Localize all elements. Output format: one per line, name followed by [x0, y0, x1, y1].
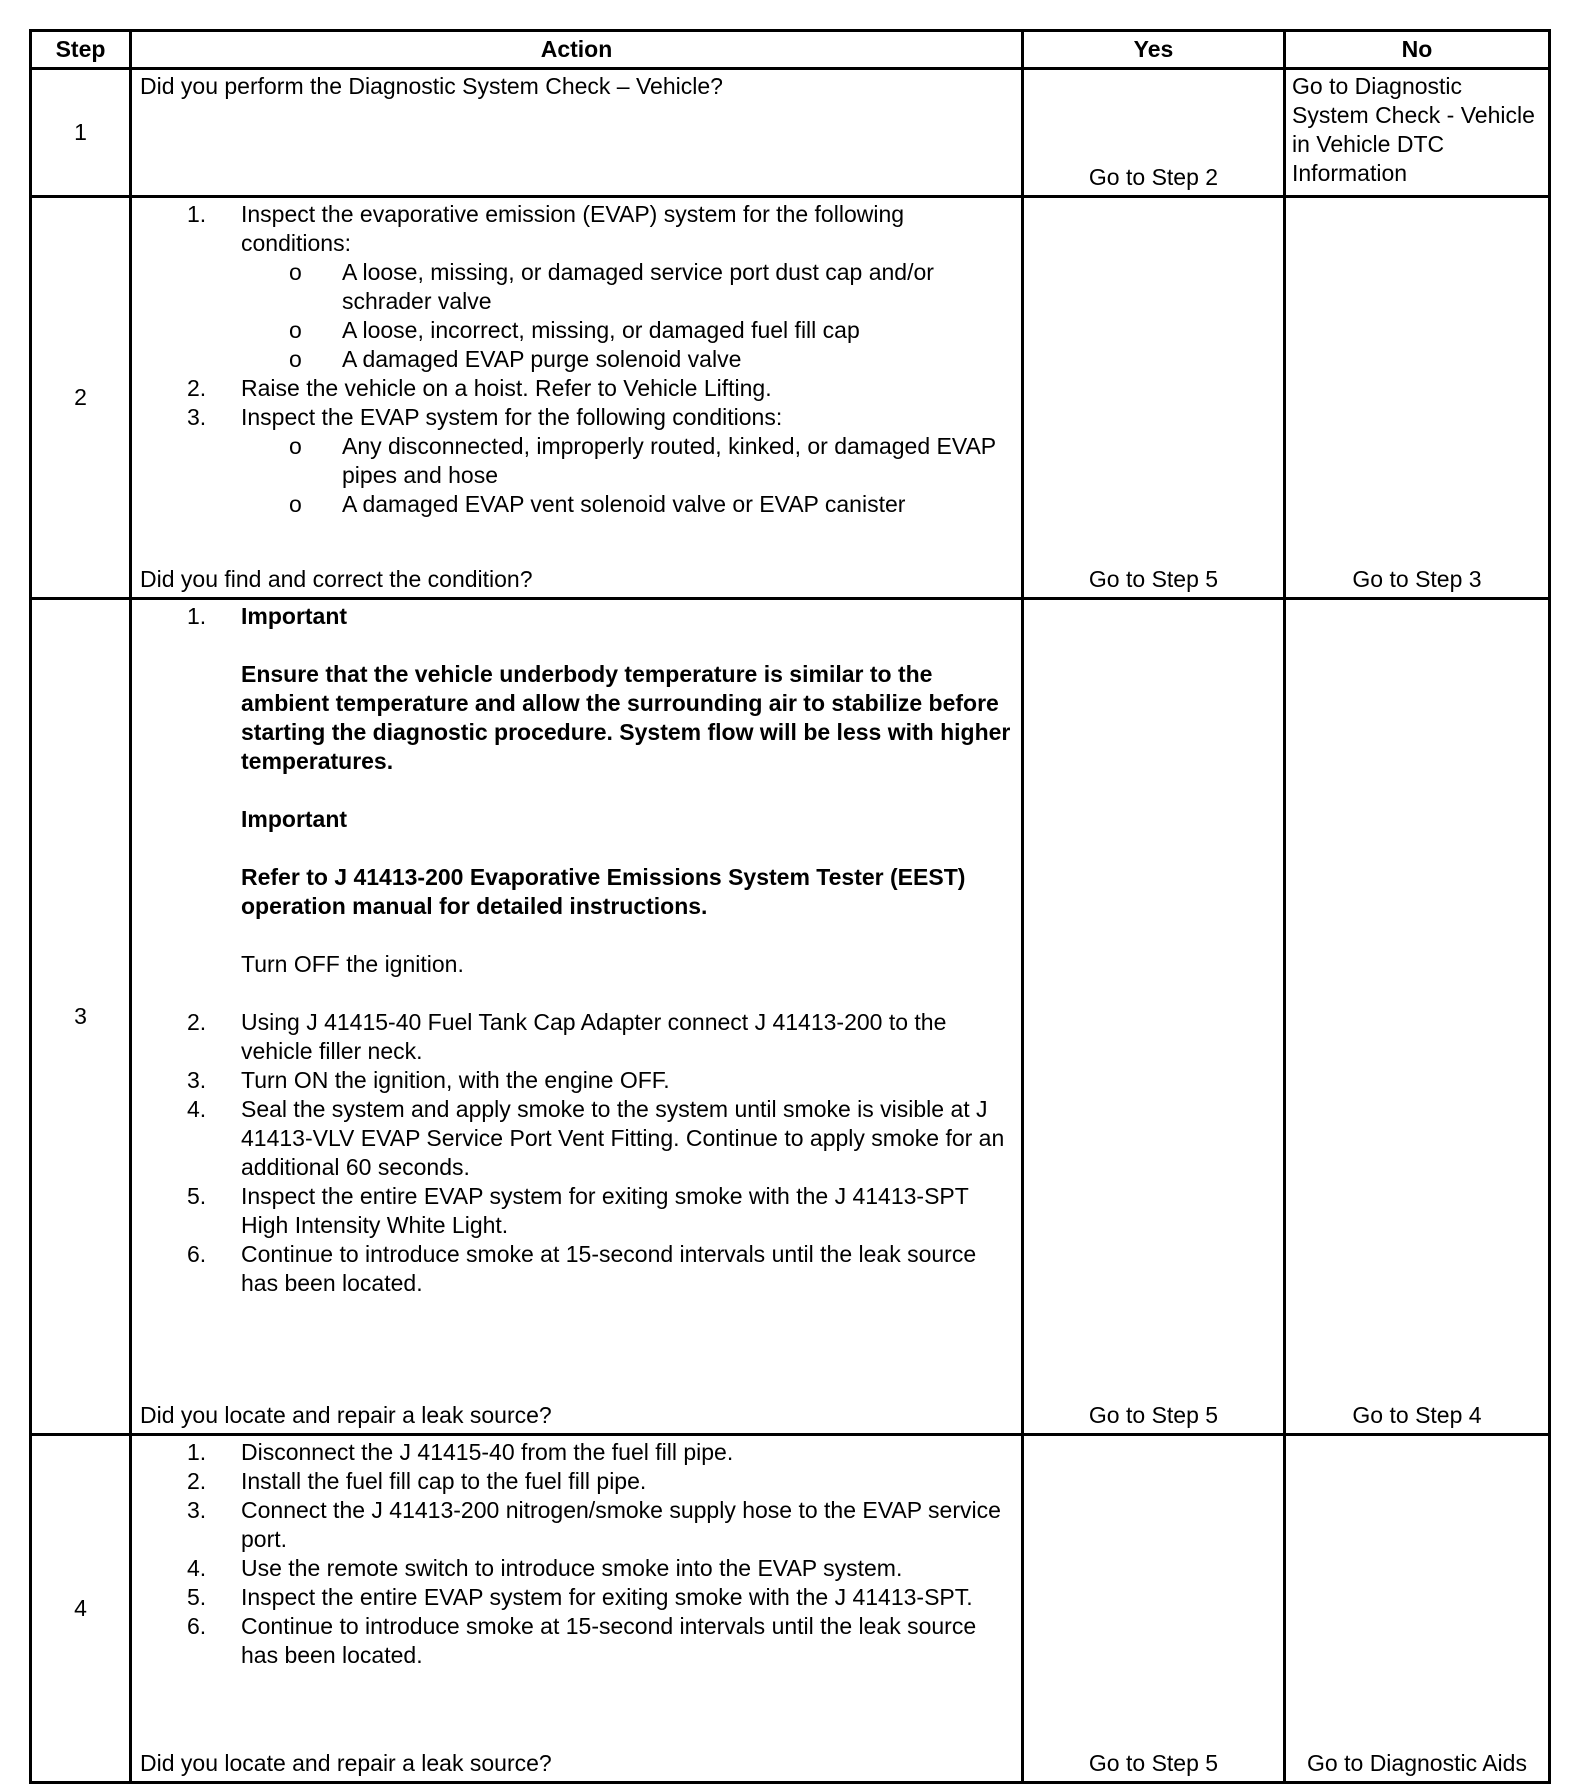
no-link[interactable]: Go to Diagnostic Aids [1307, 1750, 1527, 1776]
sub-list-item: o Any disconnected, improperly routed, kinked, or damaged EVAP pipes and hose [241, 432, 1013, 490]
question-text: Did you locate and repair a leak source? [140, 1750, 552, 1776]
list-item: 1. Important Ensure that the vehicle underbody temperature is similar to the ambient temperature and allow the surrounding air to stabilize before starting the diagnostic procedure. System flow will be less with higher temperatures. Important Refer to J 41413-200 Evaporative Emissions System Tester (EEST) operation manual for detailed instructions. Turn OFF the ignition. [140, 602, 1013, 1008]
important-note: Ensure that the vehicle underbody temperature is similar to the ambient temperature and allow the surrounding air to stabilize before starting the diagnostic procedure. System flow will be less with higher temperatures. [241, 661, 1011, 774]
important-label: Important [241, 806, 348, 832]
list-item: 3. Connect the J 41413-200 nitrogen/smoke supply hose to the EVAP service port. [187, 1497, 1001, 1552]
action-cell [131, 197, 1023, 599]
no-cell [1285, 197, 1550, 599]
action-cell [131, 1435, 1023, 1783]
header-no: No [1285, 31, 1550, 69]
no-link[interactable]: Go to Step 4 [1352, 1402, 1482, 1428]
step-number: 1 [31, 69, 131, 197]
header-yes: Yes [1023, 31, 1285, 69]
question-text: Did you find and correct the condition? [140, 566, 533, 592]
instruction-text: Turn OFF the ignition. [241, 951, 464, 977]
list-item: 1. Disconnect the J 41415-40 from the fuel fill pipe. [187, 1439, 734, 1465]
step-list [140, 602, 1013, 1298]
step-number: 3 [31, 599, 131, 1435]
yes-link[interactable]: Go to Step 2 [1088, 164, 1219, 190]
list-item: 4. Use the remote switch to introduce smoke into the EVAP system. [187, 1555, 903, 1581]
header-step: Step [31, 31, 131, 69]
sub-list [241, 258, 1013, 374]
question-text: Did you perform the Diagnostic System Check – Vehicle? [140, 73, 723, 99]
sub-list-item: o A loose, missing, or damaged service port dust cap and/or schrader valve [241, 258, 1013, 316]
important-label: Important [241, 603, 348, 629]
list-item: 6. Continue to introduce smoke at 15-second intervals until the leak source has been located. [187, 1613, 977, 1668]
table-row [31, 1435, 1550, 1783]
list-item: 6. Continue to introduce smoke at 15-second intervals until the leak source has been located. [187, 1241, 977, 1296]
yes-cell [1023, 1435, 1285, 1783]
step-number: 4 [31, 1435, 131, 1783]
yes-cell [1023, 197, 1285, 599]
step-number: 2 [31, 197, 131, 599]
yes-link[interactable]: Go to Step 5 [1088, 566, 1219, 592]
header-action: Action [131, 31, 1023, 69]
yes-link[interactable]: Go to Step 5 [1088, 1402, 1219, 1428]
question-text: Did you locate and repair a leak source? [140, 1402, 552, 1428]
step-list [140, 200, 1013, 519]
diagnostic-table [29, 29, 1551, 1784]
no-link[interactable]: Go to Diagnostic System Check - Vehicle in Vehicle DTC Information [1292, 73, 1535, 186]
yes-cell [1023, 599, 1285, 1435]
important-note: Refer to J 41413-200 Evaporative Emissions System Tester (EEST) operation manual for detailed instructions. [241, 864, 966, 919]
list-item: 2. Install the fuel fill cap to the fuel fill pipe. [187, 1468, 647, 1494]
list-item: 2. Using J 41415-40 Fuel Tank Cap Adapter connect J 41413-200 to the vehicle filler neck. [187, 1009, 947, 1064]
table-row [31, 599, 1550, 1435]
action-cell [131, 69, 1023, 197]
list-item: 5. Inspect the entire EVAP system for exiting smoke with the J 41413-SPT High Intensity White Light. [187, 1183, 969, 1238]
list-item: 4. Seal the system and apply smoke to the system until smoke is visible at J 41413-VLV EVAP Service Port Vent Fitting. Continue to apply smoke for an additional 60 seconds. [187, 1096, 1005, 1180]
sub-list-item: o A damaged EVAP purge solenoid valve [241, 345, 1013, 374]
yes-link[interactable]: Go to Step 5 [1088, 1750, 1219, 1776]
step-list [140, 1438, 1013, 1670]
header-row [31, 31, 1550, 69]
list-item: 3. Turn ON the ignition, with the engine OFF. [187, 1067, 670, 1093]
sub-list-item: o A loose, incorrect, missing, or damaged fuel fill cap [241, 316, 1013, 345]
yes-cell [1023, 69, 1285, 197]
table-row [31, 69, 1550, 197]
no-cell [1285, 1435, 1550, 1783]
list-item: 1. Inspect the evaporative emission (EVAP) system for the following conditions: o A loose, missing, or damaged service port dust cap and/or schrader valve o A loose, incorrect, missing, or damaged fuel fill cap o A damaged EVAP purge solenoid valve [140, 200, 1013, 374]
table-row [31, 197, 1550, 599]
sub-list-item: o A damaged EVAP vent solenoid valve or EVAP canister [241, 490, 1013, 519]
list-item: 5. Inspect the entire EVAP system for exiting smoke with the J 41413-SPT. [187, 1584, 973, 1610]
no-cell [1285, 599, 1550, 1435]
no-link[interactable]: Go to Step 3 [1352, 566, 1482, 592]
list-item: 3. Inspect the EVAP system for the following conditions: o Any disconnected, improperly routed, kinked, or damaged EVAP pipes and hose o A damaged EVAP vent solenoid valve or EVAP canister [140, 403, 1013, 519]
sub-list [241, 432, 1013, 519]
action-cell [131, 599, 1023, 1435]
no-cell [1285, 69, 1550, 197]
list-item: 2. Raise the vehicle on a hoist. Refer to Vehicle Lifting. [187, 375, 772, 401]
